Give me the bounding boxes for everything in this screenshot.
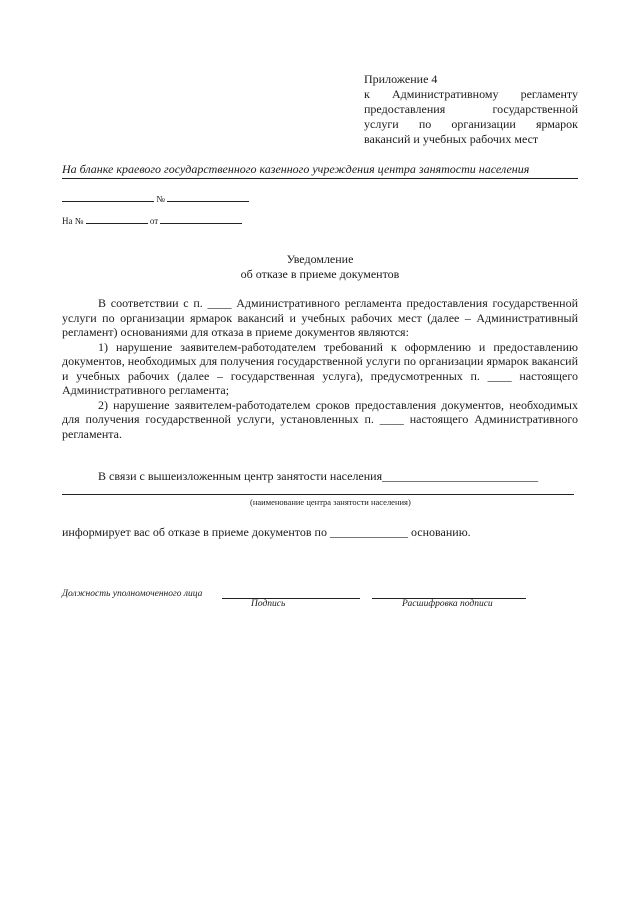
appendix-line: вакансий и учебных рабочих мест <box>364 132 539 146</box>
outgoing-number-blank <box>167 192 249 202</box>
body-paragraph: В соответствии с п. ____ Административного регламента предоставления государственной услуги по организации ярмарок вакансий и учебных рабочих мест (далее – Административный регламент) основаниями для отказа в приеме документов являются: <box>62 296 578 339</box>
document-body <box>62 296 578 441</box>
outgoing-number-line <box>62 192 249 205</box>
document-subtitle: об отказе в приеме документов <box>240 267 400 281</box>
ref-date-blank <box>160 214 242 224</box>
signature-caption: Подпись <box>251 599 286 609</box>
center-name-underline <box>62 494 574 495</box>
refusal-statement: информирует вас об отказе в приеме документов по _____________ основанию. <box>62 525 471 539</box>
number-sign: № <box>156 194 165 204</box>
incoming-ref-line <box>62 214 242 227</box>
ref-label: На № <box>62 216 84 226</box>
outgoing-date-blank <box>62 192 154 202</box>
from-label: от <box>149 216 159 226</box>
body-paragraph: 2) нарушение заявителем-работодателем сроков предоставления документов, необходимых для получения государственной услуги, установленных п. ____ настоящего Административного регламента. <box>62 397 578 441</box>
signature-decode-caption: Расшифровка подписи <box>402 599 493 609</box>
ref-number-blank <box>86 214 148 224</box>
signature-line <box>222 598 360 599</box>
appendix-line: к Административному регламенту <box>364 87 578 101</box>
appendix-line: Приложение 4 <box>364 72 438 86</box>
appendix-block <box>364 72 578 147</box>
center-name-caption: (наименование центра занятости населения) <box>250 497 411 507</box>
conclusion-line: В связи с вышеизложенным центр занятости населения__________________________ <box>98 469 539 483</box>
appendix-line: предоставления государственной <box>364 102 578 116</box>
position-label: Должность уполномоченного лица <box>62 589 203 599</box>
letterhead-note: На бланке краевого государственного казенного учреждения центра занятости населения <box>62 162 578 179</box>
document-title: Уведомление <box>286 252 354 266</box>
appendix-line: услуги по организации ярмарок <box>364 117 578 131</box>
body-paragraph: 1) нарушение заявителем-работодателем требований к оформлению и предоставлению документов, необходимых для получения государственной услуги по организации ярмарок вакансий и учебных рабочих (далее – государственная услуга), предусмотренных п. ____ настоящего Административного регламента; <box>62 339 578 397</box>
